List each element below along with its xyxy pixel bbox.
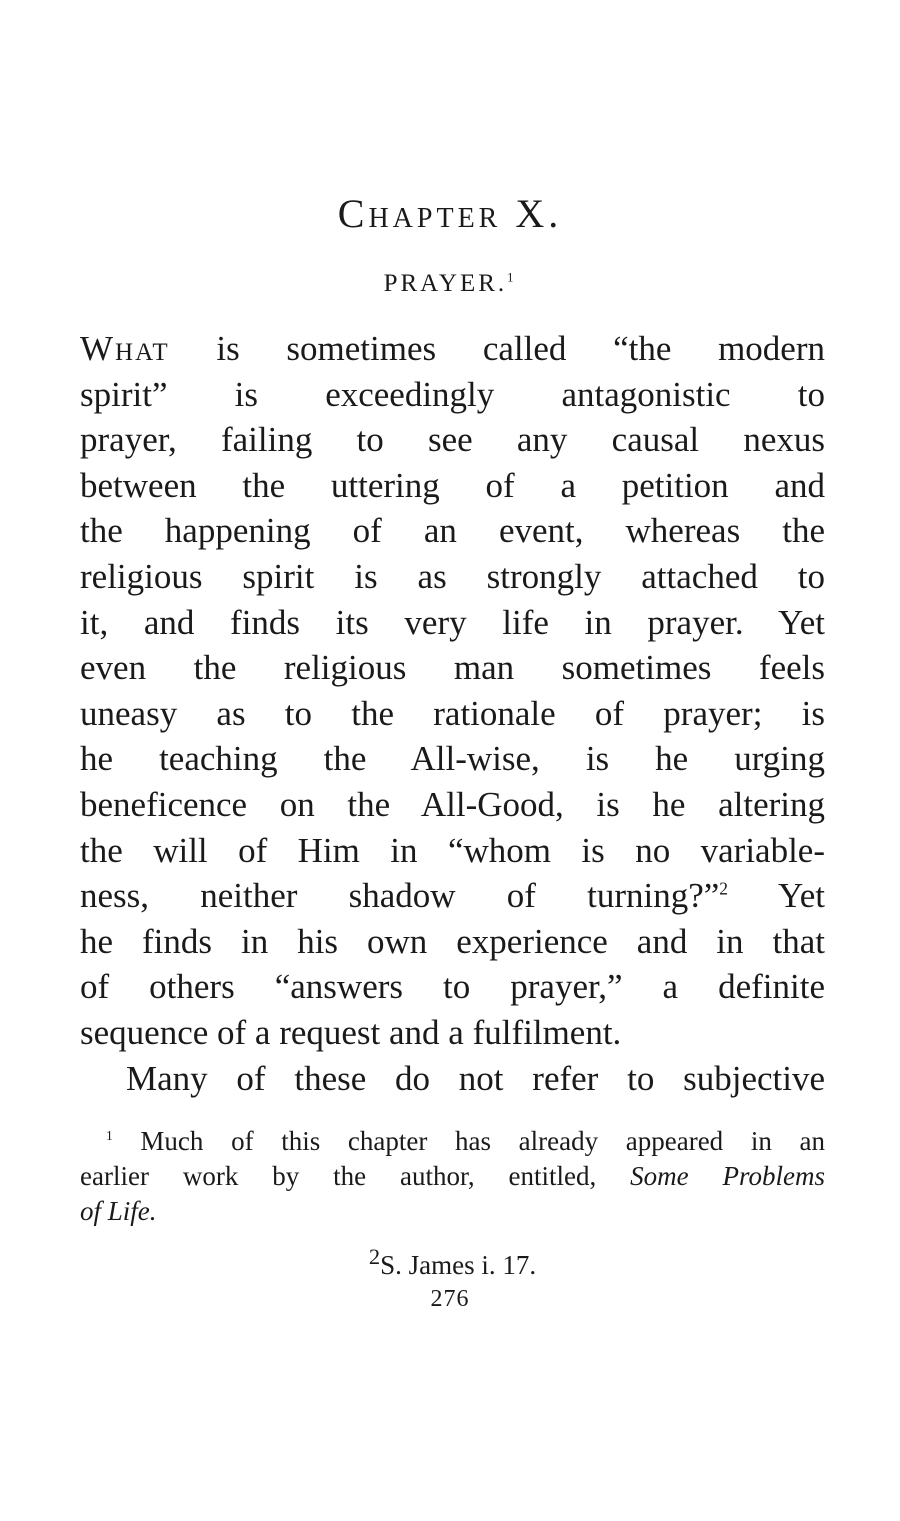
- chapter-title-text: PRAYER.: [383, 270, 508, 297]
- footnote-2-marker: 2: [368, 1244, 381, 1269]
- chapter-heading: Chapter X.: [337, 191, 563, 236]
- lead-word: What: [80, 329, 170, 368]
- body-line-13: ness, neither shadow of turning?”$^2$ Yet: [80, 876, 825, 916]
- body-line-16: sequence of a request and a fulfilment.: [80, 1012, 622, 1052]
- body-line-2: spirit” is exceedingly antagonistic to: [80, 374, 825, 414]
- body-line-3: prayer, failing to see any causal nexus: [80, 420, 825, 460]
- body-line-11: beneficence on the All-Good, is he altering: [80, 784, 825, 824]
- body-line-7: it, and finds its very life in prayer. Yet: [80, 602, 825, 642]
- footnote-1-line-3: of Life.: [80, 1196, 157, 1226]
- body-line-4: between the uttering of a petition and: [80, 465, 825, 505]
- body-line-15: of others “answers to prayer,” a definite: [80, 967, 825, 1007]
- body-line-9: uneasy as to the rationale of prayer; is: [80, 693, 825, 733]
- body-line-5: the happening of an event, whereas the: [80, 511, 825, 551]
- footnote-1-line-1: $^1$ Much of this chapter has already appeared in an: [106, 1126, 825, 1156]
- body-line-12: the will of Him in “whom is no variable-: [80, 830, 825, 870]
- footnote-1-marker: 1: [106, 1128, 113, 1143]
- footnote-2: $^2$S. James i. 17.: [368, 1244, 537, 1280]
- footnote-1-book-title: Some Problems: [630, 1161, 825, 1191]
- body-line-14: he finds in his own experience and in that: [80, 921, 825, 961]
- body-line-6: religious spirit is as strongly attached to: [80, 556, 825, 596]
- footnotes: [80, 1124, 825, 1280]
- footnote-marker-1: 1: [507, 270, 517, 285]
- body-line-1: What is sometimes called “the modern: [80, 329, 825, 368]
- body-line-17: Many of these do not refer to subjective: [126, 1058, 825, 1098]
- body-line-10: he teaching the All-wise, is he urging: [80, 739, 825, 779]
- footnote-marker-2: 2: [719, 878, 729, 899]
- footnote-1-line-2: earlier work by the author, entitled, Some Problems: [80, 1161, 825, 1191]
- chapter-title: [0, 268, 900, 300]
- page-number: 276: [430, 1286, 470, 1312]
- body-line-8: even the religious man sometimes feels: [80, 648, 825, 688]
- footnote-1: [80, 1124, 825, 1229]
- body-text: [80, 326, 825, 1101]
